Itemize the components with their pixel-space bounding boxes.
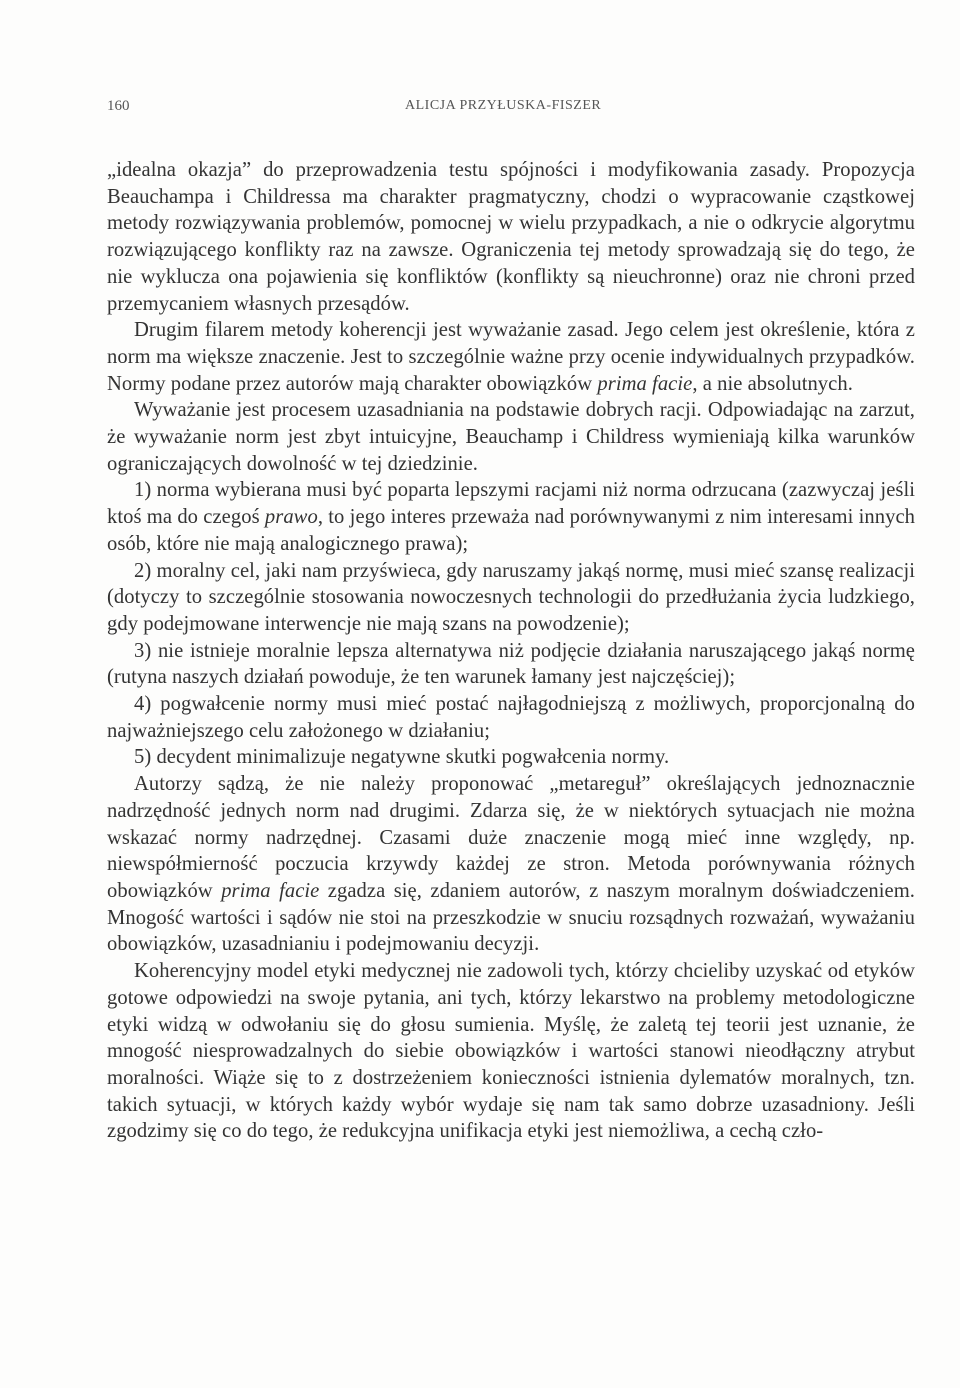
page-body-text — [107, 157, 915, 1145]
text-run: Koherencyjny model etyki medycznej nie zadowoli tych, którzy chcieliby uzyskać od etyków gotowe odpowiedzi na swoje pytania, ani tych, którzy lekarstwo na problemy metodologiczne etyki widzą w odwołaniu się do głosu sumienia. Myślę, że zaletą tej teorii jest uznanie, że mnogość niesprowadzalnych do siebie obowiązków i wartości stanowi nieodłączny atrybut moralności. Wiąże się to z dostrzeżeniem konieczności istnienia dylematów moralnych, tzn. takich sytuacji, w których każdy wybór wydaje się nam tak samo dobrze uzasadniony. Jeśli zgodzimy się co do tego, że redukcyjna unifikacja etyki jest niemożliwa, a cechą czło- — [107, 960, 915, 1143]
paragraph — [107, 744, 915, 771]
text-run: , a nie absolutnych. — [692, 372, 853, 395]
italic-phrase: prima facie — [221, 879, 320, 902]
paragraph — [107, 157, 915, 317]
paragraph — [107, 691, 915, 744]
paragraph — [107, 477, 915, 557]
paragraph — [107, 958, 915, 1145]
italic-phrase: prima facie — [597, 372, 693, 395]
page-header — [107, 98, 915, 122]
paragraph — [107, 397, 915, 477]
paragraph — [107, 558, 915, 638]
text-run: 3) nie istnieje moralnie lepsza alternatywa niż podjęcie działania naruszającego jakąś normę (rutyna naszych działań powoduje, że ten warunek łamany jest najczęściej); — [107, 639, 915, 689]
text-run: , to jego interes przeważa nad porównywanymi z nim interesami innych osób, które nie mają analogicznego prawa); — [107, 506, 915, 555]
paragraph — [107, 771, 915, 958]
paragraph — [107, 638, 915, 691]
running-head-author: ALICJA PRZYŁUSKA-FISZER — [405, 98, 602, 113]
page-number: 160 — [107, 98, 130, 114]
text-run: Wyważanie jest procesem uzasadniania na podstawie dobrych racji. Odpowiadając na zarzut, że wyważanie norm jest zbyt intuicyjne, Beauchamp i Childress wymieniają kilka warunków ograniczających dowolność w tej dziedzinie. — [107, 399, 915, 475]
text-run: „idealna okazja” do przeprowadzenia testu spójności i modyfikowania zasady. Propozycja Beauchampa i Childressa ma charakter pragmatyczny, chodzi o wypracowanie cząstkowej metody rozwiązywania problemów, pomocnej w wielu przypadkach, a nie o odkrycie algorytmu rozwiązującego konflikty raz na zawsze. Ograniczenia tej metody sprowadzają się do tego, że nie wyklucza ona pojawienia się konfliktów (konflikty są nieuchronne) oraz nie chroni przed przemycaniem własnych przesądów. — [107, 159, 915, 315]
paragraph — [107, 317, 915, 397]
text-run: 4) pogwałcenie normy musi mieć postać najłagodniejszą z możliwych, proporcjonalną do najważniejszego celu założonego w działaniu; — [107, 693, 915, 742]
text-run: 5) decydent minimalizuje negatywne skutki pogwałcenia normy. — [134, 746, 670, 769]
text-run: Drugim filarem metody koherencji jest wyważanie zasad. Jego celem jest określenie, która z norm ma większe znaczenie. Jest to szczególnie ważne przy ocenie indywidualnych przypadków. Normy podane przez autorów mają charakter obowiązków — [107, 319, 915, 395]
text-run: 1) norma wybierana musi być poparta lepszymi racjami niż norma odrzucana (zazwyczaj jeśli ktoś ma do czegoś — [107, 479, 915, 529]
text-run: Autorzy sądzą, że nie należy proponować „metareguł” określających jednoznacznie nadrzędność jednych norm nad drugimi. Zdarza się, że w niektórych sytuacjach nie można wskazać normy nadrzędnej. Czasami duże znaczenie mogą mieć inne względy, np. niewspółmierność poczucia krzywdy każdej ze stron. Metoda porównywania różnych obowiązków — [107, 773, 915, 902]
text-run: zgadza się, zdaniem autorów, z naszym moralnym doświadczeniem. Mnogość wartości i sądów nie stoi na przeszkodzie w snuciu rozsądnych rozważań, wyważaniu obowiązków, uzasadnianiu i podejmowaniu decyzji. — [107, 879, 915, 956]
italic-phrase: prawo — [264, 506, 318, 529]
text-run: 2) moralny cel, jaki nam przyświeca, gdy naruszamy jakąś normę, musi mieć szansę realizacji (dotyczy to szczególnie stosowania nowoczesnych technologii do przedłużania życia ludzkiego, gdy podejmowane interwencje nie mają szans na powodzenie); — [107, 559, 915, 635]
